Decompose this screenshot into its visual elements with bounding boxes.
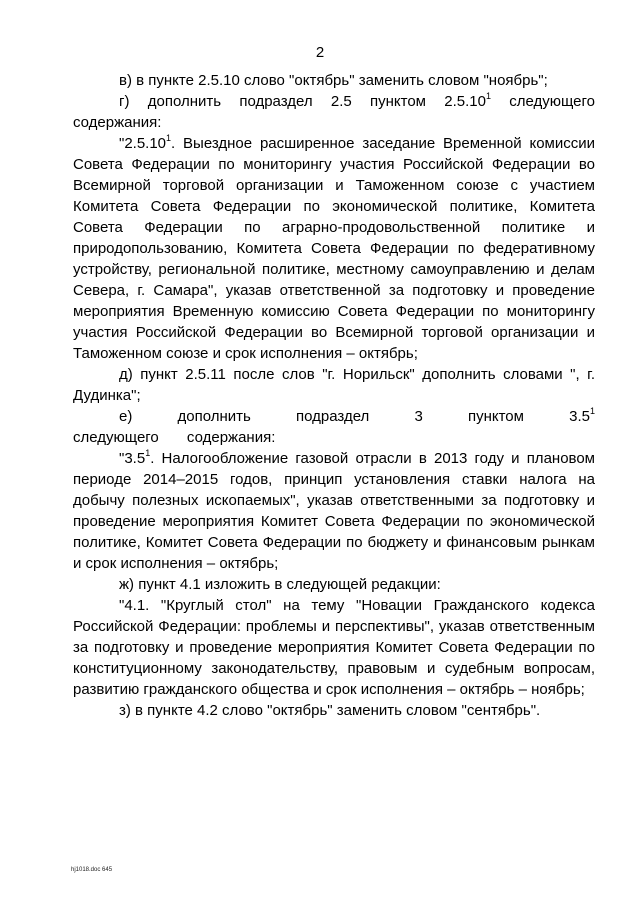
paragraph-item-d: д) пункт 2.5.11 после слов "г. Норильск" дополнить словами ", г. Дудинка"; — [73, 366, 595, 404]
paragraph-item-g: г) дополнить подраздел 2.5 пунктом 2.5.10$^1$ следующего содержания: — [73, 91, 595, 131]
document-body — [73, 70, 595, 721]
paragraph-quote-4-1: "4.1. "Круглый стол" на тему "Новации Гражданского кодекса Российской Федерации: проблемы и перспективы", указав ответственным за подготовку и проведение мероприятия Комитет Совета Федерации по конституционному законодательству, правовым и судебным вопросам, развитию гражданского общества и срок исполнения – октябрь – ноябрь; — [73, 597, 595, 698]
paragraph-item-v: в) в пункте 2.5.10 слово "октябрь" заменить словом "ноябрь"; — [119, 72, 548, 89]
paragraph-quote-2-5-10-1: "2.5.10$^1$. Выездное расширенное заседание Временной комиссии Совета Федерации по мониторингу участия Российской Федерации во Всемирной торговой организации и Таможенном союзе с участием Комитета Совета Федерации по экономической политике, Комитета Совета Федерации по аграрно-продовольственной политике и природопользованию, Комитета Совета Федерации по федеративному устройству, региональной политике, местному самоуправлению и делам Севера, г. Самара", указав ответственной за подготовку и проведение мероприятия Временную комиссию Совета Федерации по мониторингу участия Российской Федерации во Всемирной торговой организации и Таможенном союзе и срок исполнения – октябрь; — [73, 133, 595, 362]
paragraph-item-z: з) в пункте 4.2 слово "октябрь" заменить словом "сентябрь". — [119, 702, 541, 719]
paragraph-item-e: е) дополнить подраздел 3 пунктом $3.5^1$ следующего содержания: — [73, 406, 595, 446]
paragraph-quote-3-5-1: "$3.5^1$. Налогообложение газовой отрасли в 2013 году и плановом периоде 2014–2015 годов, принцип установления ставки налога на добычу полезных ископаемых", указав ответственными за подготовку и проведение мероприятия Комитет Совета Федерации по экономической политике, Комитет Совета Федерации по бюджету и финансовым рынкам и срок исполнения – октябрь; — [73, 448, 595, 572]
paragraph-item-zh: ж) пункт 4.1 изложить в следующей редакции: — [119, 576, 441, 593]
document-footer: hj1018.doc 645 — [71, 867, 113, 873]
page-number: 2 — [315, 44, 325, 61]
